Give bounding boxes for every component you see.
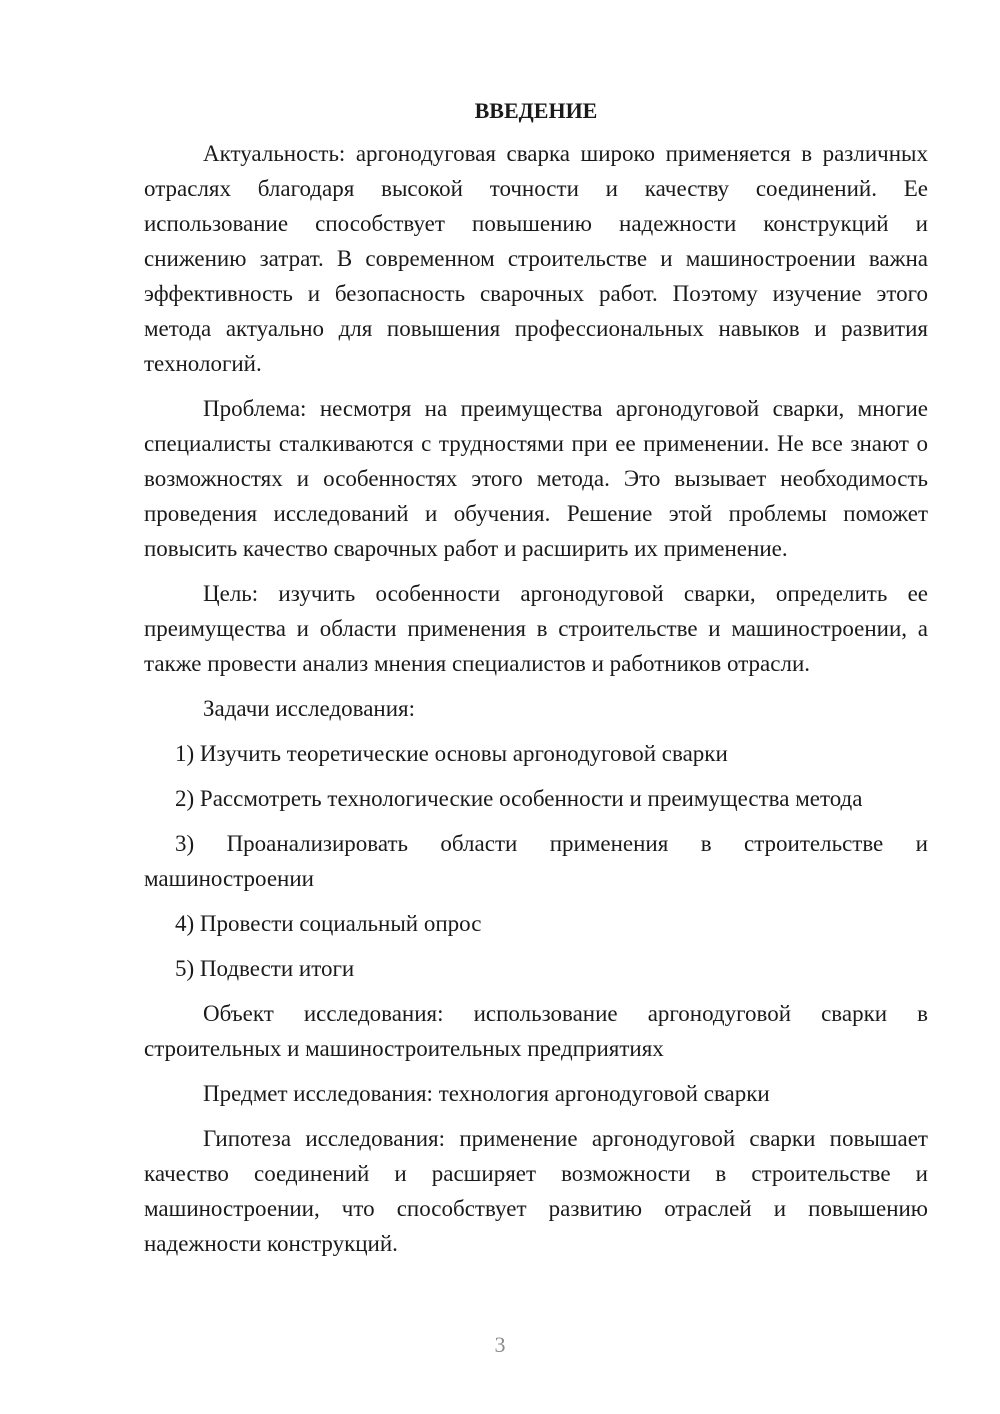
tasks-heading: Задачи исследования: [203, 696, 416, 721]
hypothesis-paragraph: Гипотеза исследования: применение аргонодуговой сварки повышает качество соединений и расширяет возможности в строительстве и машиностроении, что способствует развитию отраслей и повышению надежности конструкций. [144, 1126, 928, 1256]
page-number: 3 [494, 1332, 506, 1357]
problem-paragraph: Проблема: несмотря на преимущества аргонодуговой сварки, многие специалисты сталкиваются с трудностями при ее применении. Не все знают о возможностях и особенностях этого метода. Это вызывает необходимость проведения исследований и обучения. Решение этой проблемы поможет повысить качество сварочных работ и расширить их применение. [144, 396, 928, 561]
relevance-paragraph: Актуальность: аргонодуговая сварка широко применяется в различных отраслях благодаря высокой точности и качеству соединений. Ее использование способствует повышению надежности конструкций и снижению затрат. В современном строительстве и машиностроении важна эффективность и безопасность сварочных работ. Поэтому изучение этого метода актуально для повышения профессиональных навыков и развития технологий. [144, 141, 928, 376]
page-title: ВВЕДЕНИЕ [474, 98, 598, 123]
goal-paragraph: Цель: изучить особенности аргонодуговой сварки, определить ее преимущества и области применения в строительстве и машиностроении, а также провести анализ мнения специалистов и работников отрасли. [144, 581, 928, 676]
task-item-4: 4) Провести социальный опрос [175, 911, 482, 936]
object-paragraph: Объект исследования: использование аргонодуговой сварки в строительных и машиностроительных предприятиях [144, 1001, 928, 1061]
task-item-1: 1) Изучить теоретические основы аргонодуговой сварки [175, 741, 728, 766]
subject-paragraph: Предмет исследования: технология аргонодуговой сварки [203, 1081, 770, 1106]
task-item-2: 2) Рассмотреть технологические особенности и преимущества метода [175, 786, 863, 811]
task-item-3: 3) Проанализировать области применения в строительстве и машиностроении [144, 831, 928, 891]
task-item-5: 5) Подвести итоги [175, 956, 355, 981]
page-content [144, 96, 928, 1271]
